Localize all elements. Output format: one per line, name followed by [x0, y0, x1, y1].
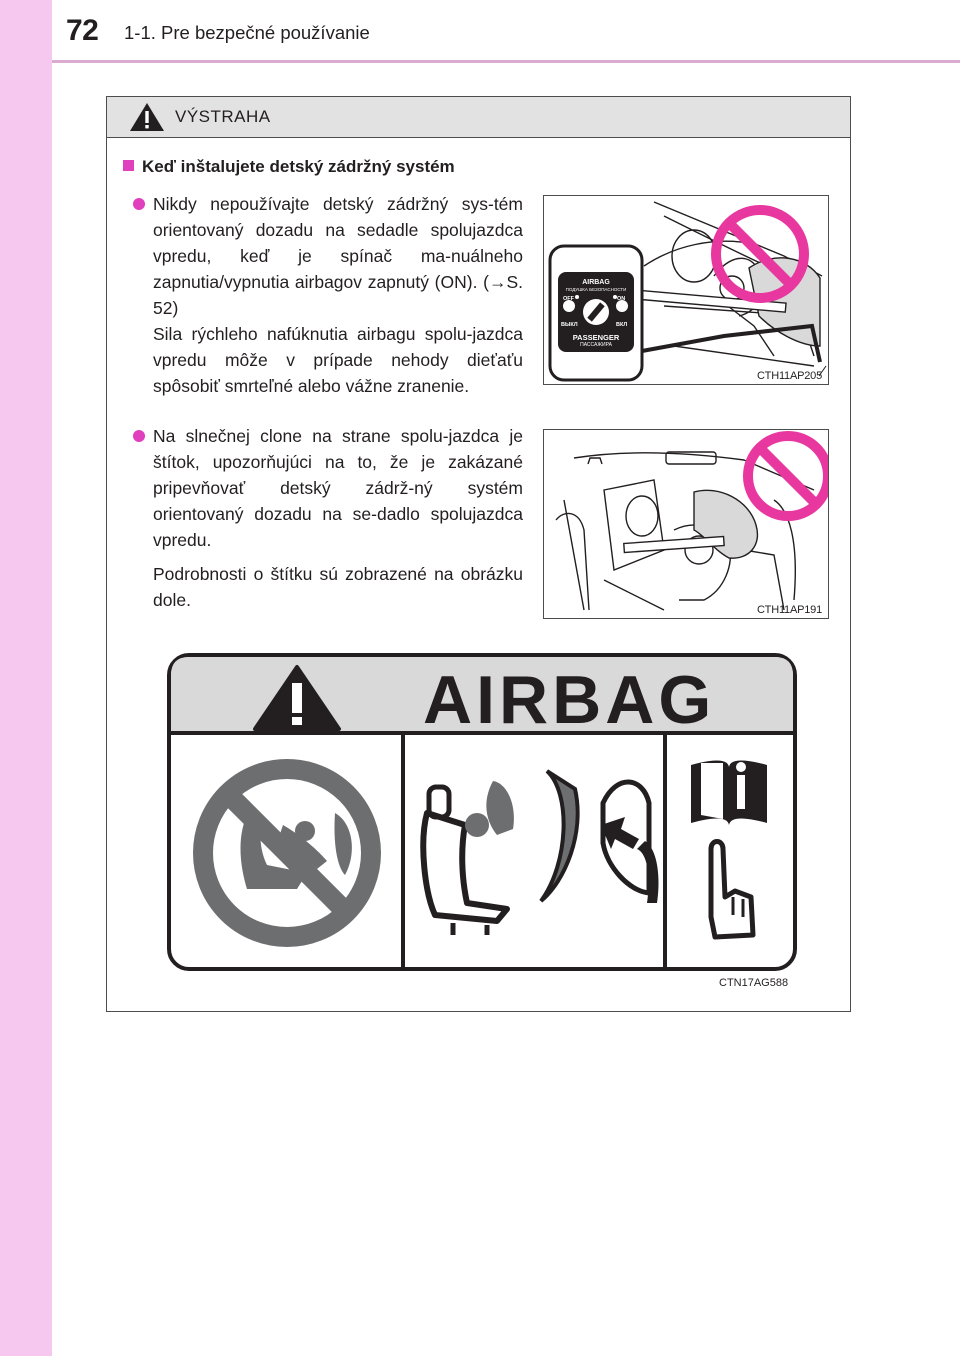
bullet-dot-icon	[133, 198, 145, 210]
switch-label-passenger: PASSENGER	[572, 333, 620, 342]
switch-label-off: OFF	[563, 296, 574, 302]
switch-label-off-ru: ВЫКЛ	[561, 322, 578, 328]
warning-label: VÝSTRAHA	[175, 107, 271, 126]
header-rule	[52, 60, 960, 63]
warning-header	[107, 97, 850, 138]
bullet-dot-icon	[133, 430, 145, 442]
switch-label-airbag-ru: ПОДУШКА БЕЗОПАСНОСТИ	[565, 287, 627, 292]
image-code: CTH11AP191	[756, 604, 822, 616]
image-code: CTH11AP205	[756, 370, 822, 382]
switch-label-on: ON	[617, 296, 626, 302]
bullet-paragraph: Na slnečnej clone na strane spolu-jazdca je štítok, upozorňujúci na to, že je zakázané pripevňovať detský zádrž-ný systém orientovaný dozadu na se-dadlo spolujazdca vpredu.	[153, 426, 523, 550]
bullet-paragraph: Sila rýchleho nafúknutia airbagu spolu-jazdca vpredu môže v prípade nehody dieťaťu spôsobiť smrteľné alebo vážne zranenie.	[153, 324, 523, 396]
switch-label-on-ru: ВКЛ	[616, 322, 628, 328]
switch-label-passenger-ru: ПАССАЖИРА	[580, 342, 612, 348]
bullet-item	[133, 191, 523, 399]
page-number: 72	[66, 14, 99, 47]
square-bullet-icon	[123, 160, 134, 171]
page-side-strip	[0, 0, 52, 1356]
bullet-paragraph: Podrobnosti o štítku sú zobrazené na obrázku dole.	[153, 564, 523, 610]
airbag-label-title: AIRBAG	[423, 662, 716, 738]
airbag-deploy-drawing	[544, 430, 829, 619]
rear-facing-seat-illustration	[543, 429, 829, 619]
section-title: 1-1. Pre bezpečné používanie	[124, 22, 370, 43]
switch-label-airbag: AIRBAG	[582, 279, 610, 286]
subheading-text: Keď inštalujete detský zádržný systém	[142, 157, 455, 176]
warning-box	[106, 96, 851, 1012]
subheading	[123, 157, 455, 177]
warning-triangle-icon	[129, 102, 165, 132]
airbag-switch-illustration	[543, 195, 829, 385]
bullet-item	[133, 423, 523, 613]
image-code: CTN17AG588	[719, 977, 789, 989]
airbag-warning-label	[167, 653, 797, 971]
bullet-paragraph: Nikdy nepoužívajte detský zádržný sys-tém orientovaný dozadu na sedadle spolujazdca vpredu, keď je spínač ma-nuálneho zapnutia/vypnutia airbagov zapnutý (ON). (→S. 52)	[153, 194, 523, 318]
